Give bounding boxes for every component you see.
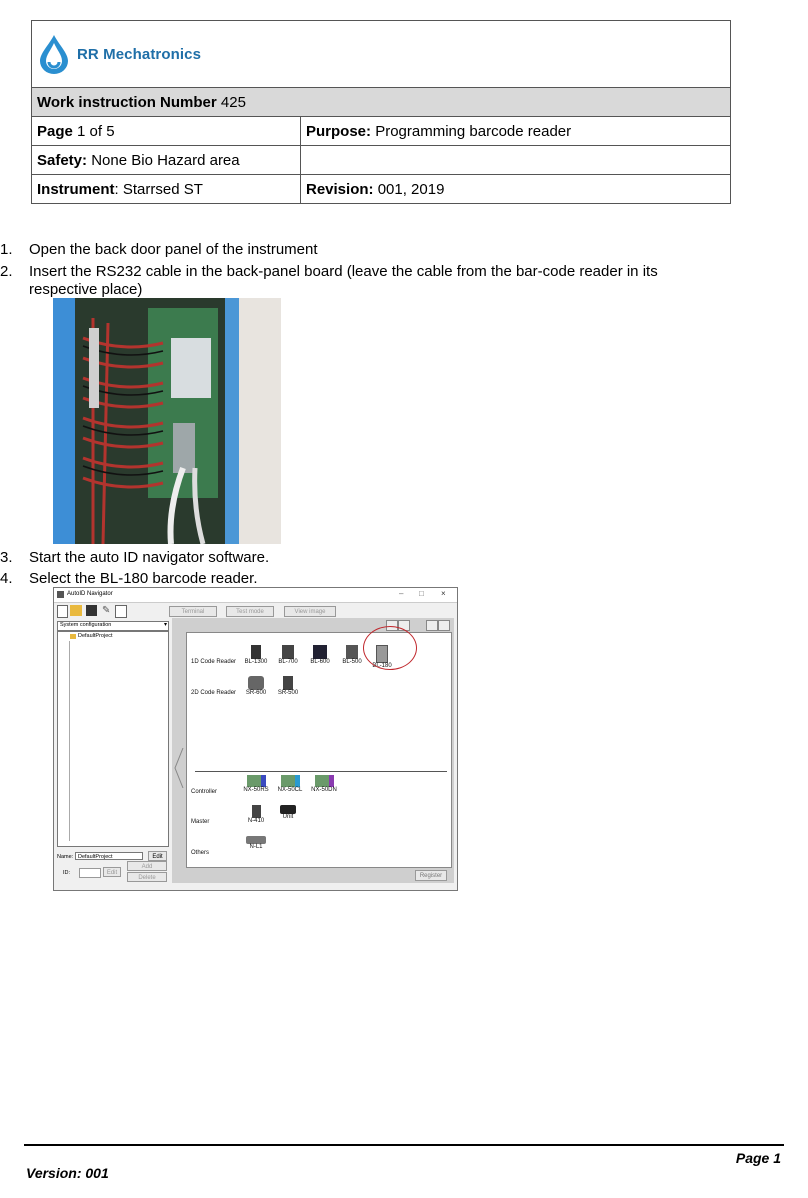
- device-bl-600[interactable]: [307, 645, 333, 665]
- controller-icon: [247, 775, 266, 787]
- delete-button[interactable]: Delete: [127, 872, 167, 882]
- device-canvas: [186, 632, 452, 868]
- work-instruction-row: [32, 88, 731, 117]
- device-label: N-410: [247, 818, 265, 824]
- divider: [195, 771, 447, 772]
- master-icon: [252, 805, 261, 818]
- page-label: Page: [37, 122, 73, 140]
- view-image-button[interactable]: View image: [284, 606, 336, 617]
- safety-cell: [32, 146, 301, 175]
- revision-cell: [301, 175, 731, 204]
- page-value: 1 of 5: [77, 122, 115, 140]
- app-icon: [57, 591, 64, 598]
- purpose-value: Programming barcode reader: [375, 122, 572, 140]
- step-number: 2.: [0, 263, 13, 280]
- logo-cell: [32, 21, 731, 88]
- device-sr-500[interactable]: [275, 676, 301, 696]
- step-number: 1.: [0, 241, 13, 258]
- window-titlebar: [54, 588, 457, 603]
- instrument-cell: [32, 175, 301, 204]
- step-number: 3.: [0, 549, 13, 566]
- terminal-button[interactable]: Terminal: [169, 606, 217, 617]
- maximize-icon[interactable]: □: [419, 589, 424, 598]
- footer-page-number: Page 1: [735, 1150, 781, 1166]
- configuration-dropdown[interactable]: [57, 621, 169, 631]
- device-label: BL-180: [372, 663, 392, 669]
- id-label: ID:: [63, 870, 71, 876]
- device-bl-1300[interactable]: [243, 645, 269, 665]
- close-icon[interactable]: ×: [441, 589, 446, 598]
- selection-highlight-circle: [363, 626, 417, 670]
- test-mode-button[interactable]: Test mode: [226, 606, 274, 617]
- controller-icon: [281, 775, 300, 787]
- brand-logo: [37, 33, 725, 75]
- step-text: Insert the RS232 cable in the back-panel board (leave the cable from the bar-code reader in its respective place): [29, 263, 658, 298]
- device-bl-500[interactable]: [339, 645, 365, 665]
- empty-cell: [301, 146, 731, 175]
- device-bl-700[interactable]: [275, 645, 301, 665]
- step-number: 4.: [0, 570, 13, 587]
- device-sr-600[interactable]: [243, 676, 269, 696]
- device-label: SR-500: [277, 690, 299, 696]
- master-icon: [280, 805, 296, 814]
- step-text: Open the back door panel of the instrument: [29, 241, 318, 258]
- edit-name-button[interactable]: Edit: [148, 851, 167, 861]
- footer-version: Version: 001: [26, 1165, 109, 1181]
- section-master: Master: [191, 819, 210, 825]
- device-label: BL-600: [310, 659, 330, 665]
- revision-label: Revision:: [306, 180, 374, 198]
- code-reader-icon: [283, 676, 293, 690]
- device-unit[interactable]: [275, 805, 301, 820]
- page-cell: [32, 117, 301, 146]
- device-nx-50rs[interactable]: [241, 775, 271, 793]
- purpose-cell: [301, 117, 731, 146]
- others-device-icon: [246, 836, 266, 844]
- device-label: NX-50RS: [243, 787, 269, 793]
- device-label: Unit: [282, 814, 294, 820]
- instrument-label: Instrument: [37, 180, 115, 198]
- collapse-arrow-icon[interactable]: [174, 748, 184, 788]
- device-label: N-L1: [249, 844, 263, 850]
- autoid-navigator-window: [53, 587, 458, 891]
- device-label: BL-700: [278, 659, 298, 665]
- safety-label: Safety:: [37, 151, 88, 169]
- project-tree: [57, 631, 169, 847]
- device-label: BL-500: [342, 659, 362, 665]
- section-1d-code-reader: 1D Code Reader: [191, 659, 237, 665]
- folder-icon: [70, 634, 76, 639]
- safety-value: None Bio Hazard area: [91, 151, 240, 169]
- section-others: Others: [191, 850, 210, 856]
- droplet-logo-icon: [37, 33, 71, 75]
- barcode-reader-icon: [346, 645, 358, 659]
- zoom-out-icon[interactable]: [438, 620, 450, 631]
- barcode-reader-icon: [313, 645, 327, 659]
- device-label: NX-50DN: [311, 787, 337, 793]
- name-input[interactable]: DefaultProject: [75, 852, 143, 860]
- device-n-l1[interactable]: [241, 836, 271, 850]
- new-file-icon[interactable]: [57, 605, 68, 618]
- step-text: Select the BL-180 barcode reader.: [29, 570, 258, 587]
- brand-name: RR Mechatronics: [77, 45, 202, 63]
- barcode-reader-icon: [251, 645, 261, 659]
- document-icon[interactable]: [115, 605, 127, 618]
- device-label: NX-50CL: [277, 787, 303, 793]
- back-panel-illustration: [53, 298, 281, 544]
- chevron-down-icon: ▾: [163, 622, 167, 628]
- open-folder-icon[interactable]: [70, 605, 82, 616]
- back-panel-photo: [53, 298, 281, 544]
- purpose-label: Purpose:: [306, 122, 372, 140]
- footer-rule: [24, 1144, 784, 1146]
- dropdown-value: System configuration: [60, 622, 112, 628]
- device-n-410[interactable]: [243, 805, 269, 824]
- instrument-value: : Starrsed ST: [114, 180, 203, 198]
- section-2d-code-reader: 2D Code Reader: [191, 690, 237, 696]
- save-icon[interactable]: [86, 605, 97, 616]
- code-reader-icon: [248, 676, 264, 690]
- zoom-in-icon[interactable]: [426, 620, 438, 631]
- right-panel: [172, 618, 454, 883]
- id-select[interactable]: [79, 868, 101, 878]
- add-button[interactable]: Add: [127, 861, 167, 871]
- controller-icon: [315, 775, 334, 787]
- device-nx-50cl[interactable]: [275, 775, 305, 793]
- window-title: AutoID Navigator: [67, 591, 113, 597]
- work-instruction-number: 425: [220, 93, 246, 111]
- left-panel: [57, 621, 169, 881]
- work-instruction-header: [31, 20, 731, 204]
- section-controller: Controller: [191, 789, 218, 795]
- work-instruction-label: Work instruction Number: [37, 93, 217, 111]
- device-label: BL-1300: [244, 659, 268, 665]
- minimize-icon[interactable]: –: [399, 589, 404, 598]
- device-label: SR-600: [245, 690, 267, 696]
- name-label: Name:: [57, 854, 74, 860]
- step-2: [0, 263, 720, 303]
- revision-value: 001, 2019: [377, 180, 445, 198]
- edit-id-button[interactable]: Edit: [103, 867, 121, 877]
- register-button[interactable]: Register: [415, 870, 447, 881]
- wrench-icon[interactable]: ✎: [102, 605, 111, 616]
- barcode-reader-icon: [282, 645, 294, 659]
- step-text: Start the auto ID navigator software.: [29, 549, 270, 566]
- tree-line: [69, 641, 70, 841]
- tree-item[interactable]: DefaultProject: [78, 633, 113, 639]
- device-nx-50dn[interactable]: [309, 775, 339, 793]
